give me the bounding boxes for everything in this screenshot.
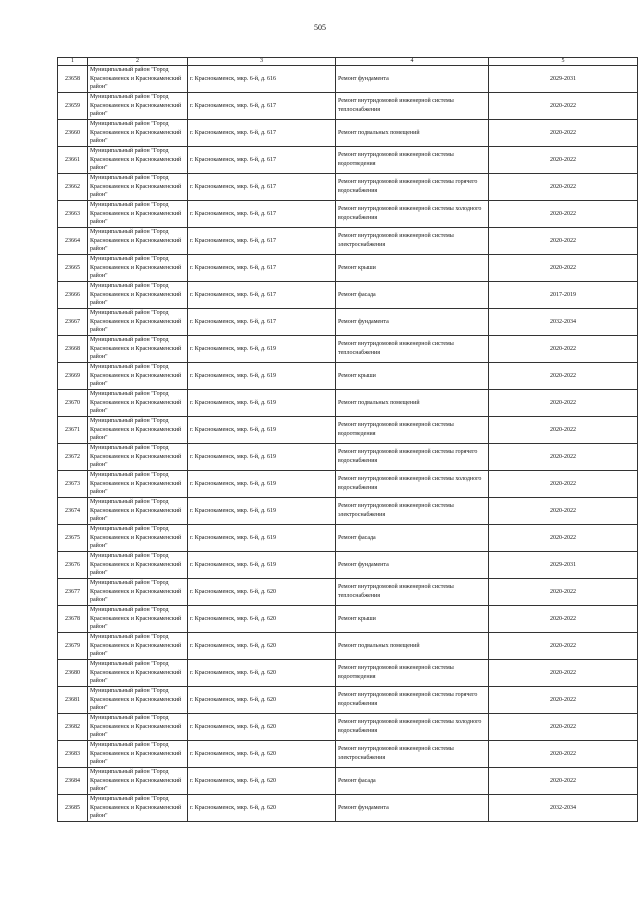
- work-type-cell: Ремонт крыши: [336, 255, 489, 282]
- municipality-cell: Муниципальный район "Город Краснокаменск и Краснокаменский район": [88, 336, 188, 363]
- period-cell: 2020-2022: [489, 579, 638, 606]
- table-row: [58, 714, 638, 741]
- work-type-cell: Ремонт внутридомовой инженерной системы водоотведения: [336, 147, 489, 174]
- table-row: [58, 795, 638, 822]
- period-cell: 2020-2022: [489, 255, 638, 282]
- table-row: [58, 552, 638, 579]
- table-row: [58, 255, 638, 282]
- period-cell: 2020-2022: [489, 714, 638, 741]
- address-cell: г. Краснокаменск, мкр. 6-й, д. 620: [188, 660, 336, 687]
- address-cell: г. Краснокаменск, мкр. 6-й, д. 620: [188, 633, 336, 660]
- table-row: [58, 525, 638, 552]
- work-type-cell: Ремонт подвальных помещений: [336, 633, 489, 660]
- row-number: 23662: [58, 174, 88, 201]
- table-row: [58, 633, 638, 660]
- row-number: 23665: [58, 255, 88, 282]
- municipality-cell: Муниципальный район "Город Краснокаменск и Краснокаменский район": [88, 498, 188, 525]
- row-number: 23667: [58, 309, 88, 336]
- period-cell: 2020-2022: [489, 174, 638, 201]
- table-row: [58, 417, 638, 444]
- table-row: [58, 282, 638, 309]
- address-cell: г. Краснокаменск, мкр. 6-й, д. 617: [188, 201, 336, 228]
- row-number: 23682: [58, 714, 88, 741]
- work-type-cell: Ремонт фасада: [336, 768, 489, 795]
- table-row: [58, 606, 638, 633]
- period-cell: 2020-2022: [489, 336, 638, 363]
- period-cell: 2020-2022: [489, 633, 638, 660]
- address-cell: г. Краснокаменск, мкр. 6-й, д. 617: [188, 282, 336, 309]
- municipality-cell: Муниципальный район "Город Краснокаменск и Краснокаменский район": [88, 552, 188, 579]
- address-cell: г. Краснокаменск, мкр. 6-й, д. 620: [188, 741, 336, 768]
- table-row: [58, 201, 638, 228]
- municipality-cell: Муниципальный район "Город Краснокаменск и Краснокаменский район": [88, 309, 188, 336]
- row-number: 23674: [58, 498, 88, 525]
- municipality-cell: Муниципальный район "Город Краснокаменск и Краснокаменский район": [88, 363, 188, 390]
- municipality-cell: Муниципальный район "Город Краснокаменск и Краснокаменский район": [88, 120, 188, 147]
- address-cell: г. Краснокаменск, мкр. 6-й, д. 620: [188, 795, 336, 822]
- period-cell: 2029-2031: [489, 552, 638, 579]
- work-type-cell: Ремонт внутридомовой инженерной системы электроснабжения: [336, 498, 489, 525]
- work-type-cell: Ремонт внутридомовой инженерной системы теплоснабжения: [336, 93, 489, 120]
- address-cell: г. Краснокаменск, мкр. 6-й, д. 617: [188, 309, 336, 336]
- table-row: [58, 147, 638, 174]
- row-number: 23672: [58, 444, 88, 471]
- work-type-cell: Ремонт фундамента: [336, 309, 489, 336]
- work-type-cell: Ремонт внутридомовой инженерной системы электроснабжения: [336, 228, 489, 255]
- work-type-cell: Ремонт внутридомовой инженерной системы горячего водоснабжения: [336, 174, 489, 201]
- municipality-cell: Муниципальный район "Город Краснокаменск и Краснокаменский район": [88, 633, 188, 660]
- address-cell: г. Краснокаменск, мкр. 6-й, д. 617: [188, 228, 336, 255]
- municipality-cell: Муниципальный район "Город Краснокаменск и Краснокаменский район": [88, 93, 188, 120]
- work-type-cell: Ремонт фундамента: [336, 66, 489, 93]
- work-type-cell: Ремонт крыши: [336, 363, 489, 390]
- table-row: [58, 444, 638, 471]
- header-row: [58, 58, 638, 66]
- municipality-cell: Муниципальный район "Город Краснокаменск и Краснокаменский район": [88, 228, 188, 255]
- work-type-cell: Ремонт внутридомовой инженерной системы электроснабжения: [336, 741, 489, 768]
- column-header-3: 3: [188, 58, 336, 66]
- row-number: 23679: [58, 633, 88, 660]
- address-cell: г. Краснокаменск, мкр. 6-й, д. 619: [188, 444, 336, 471]
- address-cell: г. Краснокаменск, мкр. 6-й, д. 620: [188, 714, 336, 741]
- address-cell: г. Краснокаменск, мкр. 6-й, д. 620: [188, 687, 336, 714]
- address-cell: г. Краснокаменск, мкр. 6-й, д. 619: [188, 417, 336, 444]
- table-row: [58, 498, 638, 525]
- table-row: [58, 768, 638, 795]
- column-header-1: 1: [58, 58, 88, 66]
- row-number: 23661: [58, 147, 88, 174]
- row-number: 23658: [58, 66, 88, 93]
- work-type-cell: Ремонт подвальных помещений: [336, 390, 489, 417]
- municipality-cell: Муниципальный район "Город Краснокаменск и Краснокаменский район": [88, 147, 188, 174]
- page-number: 505: [314, 23, 326, 32]
- address-cell: г. Краснокаменск, мкр. 6-й, д. 617: [188, 147, 336, 174]
- work-type-cell: Ремонт внутридомовой инженерной системы водоотведения: [336, 660, 489, 687]
- row-number: 23670: [58, 390, 88, 417]
- table-row: [58, 309, 638, 336]
- table-row: [58, 228, 638, 255]
- row-number: 23680: [58, 660, 88, 687]
- period-cell: 2020-2022: [489, 444, 638, 471]
- table-row: [58, 120, 638, 147]
- address-cell: г. Краснокаменск, мкр. 6-й, д. 620: [188, 768, 336, 795]
- work-type-cell: Ремонт внутридомовой инженерной системы горячего водоснабжения: [336, 444, 489, 471]
- address-cell: г. Краснокаменск, мкр. 6-й, д. 619: [188, 336, 336, 363]
- table-row: [58, 390, 638, 417]
- municipality-cell: Муниципальный район "Город Краснокаменск и Краснокаменский район": [88, 255, 188, 282]
- work-type-cell: Ремонт внутридомовой инженерной системы теплоснабжения: [336, 336, 489, 363]
- period-cell: 2020-2022: [489, 147, 638, 174]
- address-cell: г. Краснокаменск, мкр. 6-й, д. 620: [188, 579, 336, 606]
- table-row: [58, 93, 638, 120]
- row-number: 23675: [58, 525, 88, 552]
- municipality-cell: Муниципальный район "Город Краснокаменск и Краснокаменский район": [88, 741, 188, 768]
- address-cell: г. Краснокаменск, мкр. 6-й, д. 619: [188, 525, 336, 552]
- row-number: 23668: [58, 336, 88, 363]
- row-number: 23676: [58, 552, 88, 579]
- work-type-cell: Ремонт фасада: [336, 525, 489, 552]
- municipality-cell: Муниципальный район "Город Краснокаменск и Краснокаменский район": [88, 444, 188, 471]
- municipality-cell: Муниципальный район "Город Краснокаменск и Краснокаменский район": [88, 660, 188, 687]
- table-row: [58, 174, 638, 201]
- table-row: [58, 336, 638, 363]
- address-cell: г. Краснокаменск, мкр. 6-й, д. 620: [188, 606, 336, 633]
- municipality-cell: Муниципальный район "Город Краснокаменск и Краснокаменский район": [88, 606, 188, 633]
- work-type-cell: Ремонт внутридомовой инженерной системы холодного водоснабжения: [336, 714, 489, 741]
- row-number: 23673: [58, 471, 88, 498]
- period-cell: 2020-2022: [489, 120, 638, 147]
- municipality-cell: Муниципальный район "Город Краснокаменск и Краснокаменский район": [88, 471, 188, 498]
- period-cell: 2020-2022: [489, 498, 638, 525]
- table-body: [58, 66, 638, 822]
- municipality-cell: Муниципальный район "Город Краснокаменск и Краснокаменский район": [88, 174, 188, 201]
- work-type-cell: Ремонт внутридомовой инженерной системы горячего водоснабжения: [336, 687, 489, 714]
- work-type-cell: Ремонт внутридомовой инженерной системы водоотведения: [336, 417, 489, 444]
- work-type-cell: Ремонт внутридомовой инженерной системы теплоснабжения: [336, 579, 489, 606]
- address-cell: г. Краснокаменск, мкр. 6-й, д. 619: [188, 363, 336, 390]
- table-row: [58, 741, 638, 768]
- municipality-cell: Муниципальный район "Город Краснокаменск и Краснокаменский район": [88, 390, 188, 417]
- row-number: 23663: [58, 201, 88, 228]
- table-row: [58, 471, 638, 498]
- period-cell: 2029-2031: [489, 66, 638, 93]
- period-cell: 2020-2022: [489, 687, 638, 714]
- table-row: [58, 363, 638, 390]
- address-cell: г. Краснокаменск, мкр. 6-й, д. 616: [188, 66, 336, 93]
- table-row: [58, 660, 638, 687]
- municipality-cell: Муниципальный район "Город Краснокаменск и Краснокаменский район": [88, 282, 188, 309]
- address-cell: г. Краснокаменск, мкр. 6-й, д. 619: [188, 390, 336, 417]
- period-cell: 2017-2019: [489, 282, 638, 309]
- period-cell: 2020-2022: [489, 228, 638, 255]
- address-cell: г. Краснокаменск, мкр. 6-й, д. 617: [188, 120, 336, 147]
- row-number: 23666: [58, 282, 88, 309]
- work-type-cell: Ремонт крыши: [336, 606, 489, 633]
- period-cell: 2020-2022: [489, 660, 638, 687]
- row-number: 23681: [58, 687, 88, 714]
- table-row: [58, 66, 638, 93]
- period-cell: 2020-2022: [489, 741, 638, 768]
- work-type-cell: Ремонт внутридомовой инженерной системы холодного водоснабжения: [336, 471, 489, 498]
- row-number: 23685: [58, 795, 88, 822]
- address-cell: г. Краснокаменск, мкр. 6-й, д. 619: [188, 552, 336, 579]
- period-cell: 2020-2022: [489, 768, 638, 795]
- period-cell: 2020-2022: [489, 471, 638, 498]
- repair-schedule-table: [57, 57, 638, 822]
- municipality-cell: Муниципальный район "Город Краснокаменск и Краснокаменский район": [88, 66, 188, 93]
- period-cell: 2020-2022: [489, 201, 638, 228]
- row-number: 23659: [58, 93, 88, 120]
- work-type-cell: Ремонт подвальных помещений: [336, 120, 489, 147]
- municipality-cell: Муниципальный район "Город Краснокаменск и Краснокаменский район": [88, 768, 188, 795]
- row-number: 23660: [58, 120, 88, 147]
- period-cell: 2032-2034: [489, 795, 638, 822]
- row-number: 23678: [58, 606, 88, 633]
- address-cell: г. Краснокаменск, мкр. 6-й, д. 617: [188, 93, 336, 120]
- municipality-cell: Муниципальный район "Город Краснокаменск и Краснокаменский район": [88, 579, 188, 606]
- period-cell: 2032-2034: [489, 309, 638, 336]
- municipality-cell: Муниципальный район "Город Краснокаменск и Краснокаменский район": [88, 795, 188, 822]
- row-number: 23683: [58, 741, 88, 768]
- table-row: [58, 687, 638, 714]
- column-header-5: 5: [489, 58, 638, 66]
- municipality-cell: Муниципальный район "Город Краснокаменск и Краснокаменский район": [88, 201, 188, 228]
- period-cell: 2020-2022: [489, 390, 638, 417]
- municipality-cell: Муниципальный район "Город Краснокаменск и Краснокаменский район": [88, 687, 188, 714]
- address-cell: г. Краснокаменск, мкр. 6-й, д. 619: [188, 498, 336, 525]
- period-cell: 2020-2022: [489, 606, 638, 633]
- row-number: 23684: [58, 768, 88, 795]
- municipality-cell: Муниципальный район "Город Краснокаменск и Краснокаменский район": [88, 714, 188, 741]
- municipality-cell: Муниципальный район "Город Краснокаменск и Краснокаменский район": [88, 417, 188, 444]
- row-number: 23677: [58, 579, 88, 606]
- column-header-2: 2: [88, 58, 188, 66]
- row-number: 23671: [58, 417, 88, 444]
- work-type-cell: Ремонт фундамента: [336, 795, 489, 822]
- row-number: 23664: [58, 228, 88, 255]
- address-cell: г. Краснокаменск, мкр. 6-й, д. 617: [188, 255, 336, 282]
- row-number: 23669: [58, 363, 88, 390]
- column-header-4: 4: [336, 58, 489, 66]
- work-type-cell: Ремонт фасада: [336, 282, 489, 309]
- work-type-cell: Ремонт фундамента: [336, 552, 489, 579]
- work-type-cell: Ремонт внутридомовой инженерной системы холодного водоснабжения: [336, 201, 489, 228]
- period-cell: 2020-2022: [489, 417, 638, 444]
- period-cell: 2020-2022: [489, 363, 638, 390]
- period-cell: 2020-2022: [489, 93, 638, 120]
- municipality-cell: Муниципальный район "Город Краснокаменск и Краснокаменский район": [88, 525, 188, 552]
- table-row: [58, 579, 638, 606]
- address-cell: г. Краснокаменск, мкр. 6-й, д. 619: [188, 471, 336, 498]
- period-cell: 2020-2022: [489, 525, 638, 552]
- address-cell: г. Краснокаменск, мкр. 6-й, д. 617: [188, 174, 336, 201]
